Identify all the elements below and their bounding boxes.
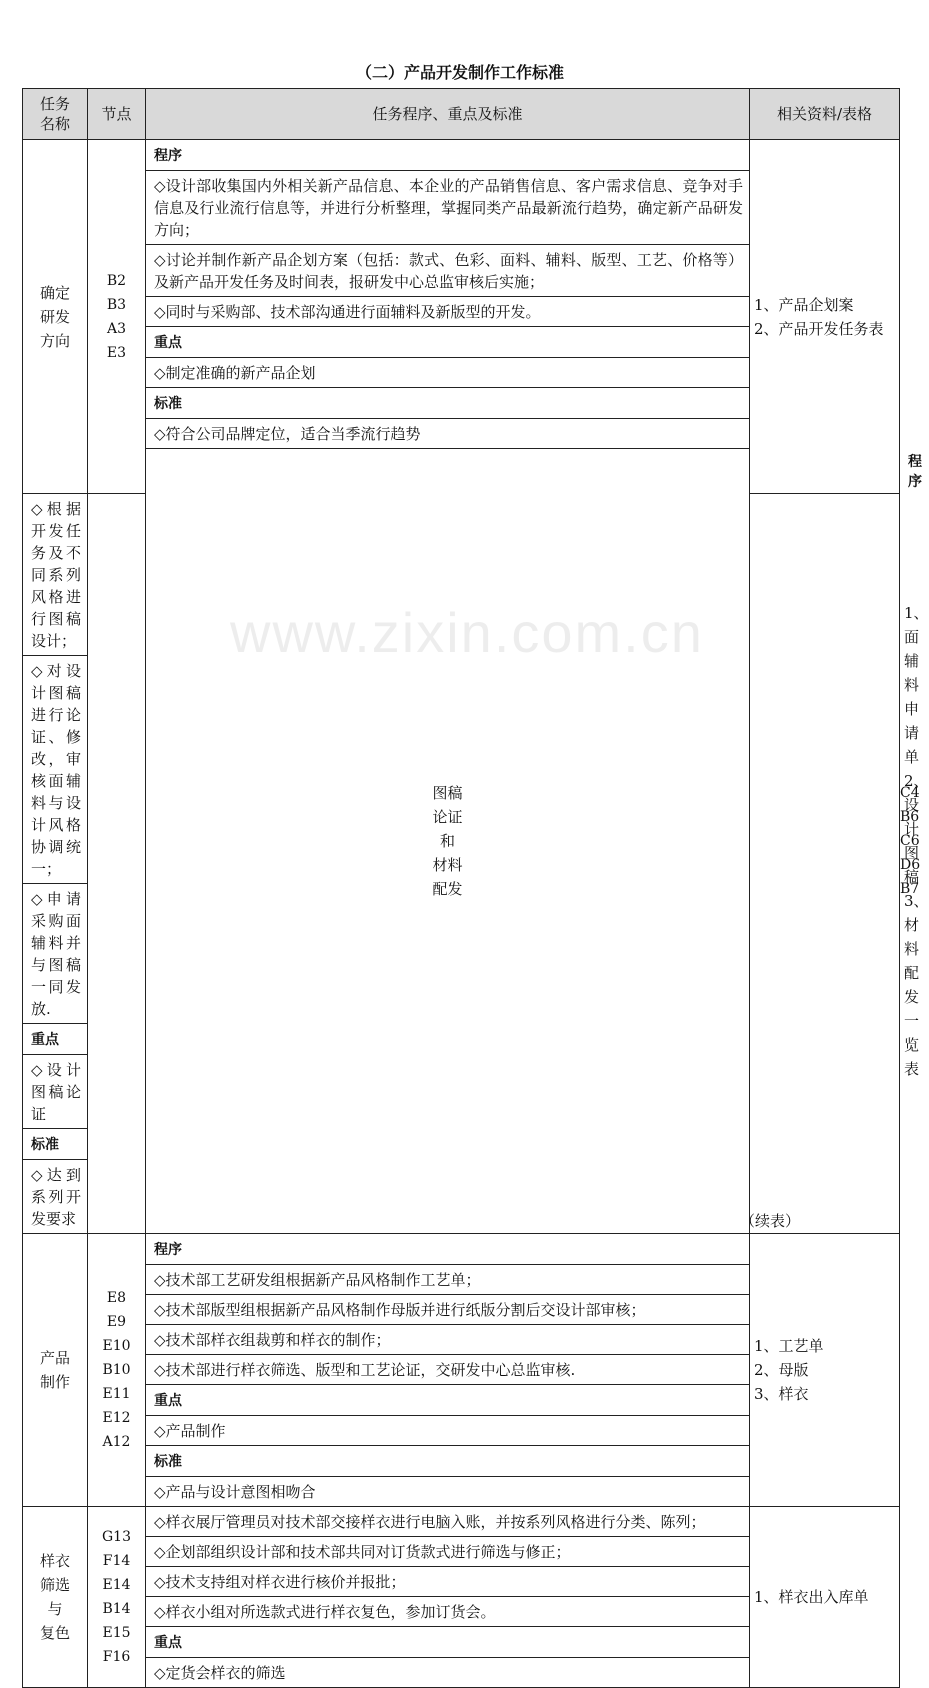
table-row	[23, 1507, 900, 1537]
header-task-name	[23, 89, 88, 140]
related-docs	[750, 1507, 900, 1688]
doc-item: 2、母版	[754, 1361, 809, 1379]
procedure-item: ◇技术部样衣组裁剪和样衣的制作；	[146, 1325, 750, 1355]
table-header-row	[23, 89, 900, 140]
procedure-label: 程序	[146, 1234, 750, 1265]
standard-item: ◇达到系列开发要求	[23, 1160, 88, 1234]
header-procedure: 任务程序、重点及标准	[146, 89, 750, 140]
node-codes	[88, 1507, 146, 1688]
doc-item: 1、样衣出入库单	[754, 1588, 869, 1606]
doc-item: 1、工艺单	[754, 1337, 824, 1355]
node-code: E14	[102, 1577, 131, 1593]
standard-label: 标准	[146, 1446, 750, 1477]
node-code: A3	[106, 320, 127, 337]
procedure-item: ◇对设计图稿进行论证、修改，审核面辅料与设计风格协调统一；	[23, 656, 88, 884]
key-item: ◇产品制作	[146, 1416, 750, 1446]
header-task-name-line1: 任务	[39, 95, 70, 113]
watermark: www.zixin.com.cn	[230, 601, 704, 664]
section-name	[23, 140, 88, 494]
procedure-item: ◇技术支持组对样衣进行核价并报批；	[146, 1567, 750, 1597]
key-label: 重点	[146, 1627, 750, 1658]
node-code: A12	[102, 1434, 131, 1450]
key-item: ◇制定准确的新产品企划	[146, 358, 750, 388]
section-name-line: 方向	[39, 331, 70, 350]
section-name-line: 与	[47, 1600, 63, 1618]
node-code: E12	[102, 1410, 131, 1426]
node-code: B2	[106, 272, 127, 289]
section-name-line: 研发	[39, 307, 70, 326]
page-title: （二）产品开发制作工作标准	[355, 63, 564, 82]
section-name-line: 材料	[432, 856, 463, 874]
continued-note: （续表）	[740, 1212, 801, 1230]
node-code: B3	[106, 296, 127, 313]
section-name-line: 和	[439, 832, 455, 850]
section-name-line: 制作	[39, 1373, 70, 1391]
standards-table	[22, 88, 929, 1688]
node-code: E10	[102, 1338, 131, 1354]
standard-item: ◇产品与设计意图相吻合	[146, 1477, 750, 1507]
header-docs: 相关资料/表格	[750, 89, 900, 140]
table-row	[23, 140, 900, 171]
node-code: E8	[106, 1290, 127, 1306]
node-code: E15	[102, 1625, 131, 1641]
standard-label: 标准	[146, 388, 750, 419]
key-item: ◇定货会样衣的筛选	[146, 1658, 750, 1688]
section-name-line: 筛选	[39, 1576, 70, 1594]
procedure-item: ◇同时与采购部、技术部沟通进行面辅料及新版型的开发。	[146, 297, 750, 327]
section-name-line: 论证	[432, 808, 463, 826]
procedure-item: ◇设计部收集国内外相关新产品信息、本企业的产品销售信息、客户需求信息、竞争对手信息及行业流行信息等，并进行分析整理，掌握同类产品最新流行趋势，确定新产品研发方向；	[146, 171, 750, 245]
procedure-item: ◇样衣展厅管理员对技术部交接样衣进行电脑入账，并按系列风格进行分类、陈列；	[146, 1507, 750, 1537]
node-code: E3	[106, 344, 127, 361]
section-name-line: 产品	[39, 1349, 70, 1367]
procedure-item: ◇技术部版型组根据新产品风格制作母版并进行纸版分割后交设计部审核；	[146, 1295, 750, 1325]
standard-item: ◇符合公司品牌定位，适合当季流行趋势	[146, 419, 750, 449]
node-codes	[88, 140, 146, 494]
procedure-item: ◇讨论并制作新产品企划方案（包括：款式、色彩、面料、辅料、版型、工艺、价格等）及新产品开发任务及时间表，报研发中心总监审核后实施；	[146, 245, 750, 297]
table-row: 图稿 论证 和 材料 配发 C4 B6 C6 D6 B7 程序 1、面辅料申请单 2、设计图稿 3、材料配发一览表	[23, 449, 900, 494]
section-name-line: 样衣	[39, 1552, 70, 1570]
standard-label: 标准	[23, 1129, 88, 1160]
procedure-item: ◇技术部工艺研发组根据新产品风格制作工艺单；	[146, 1265, 750, 1295]
header-node: 节点	[88, 89, 146, 140]
section-name	[23, 1234, 88, 1507]
key-label: 重点	[146, 1385, 750, 1416]
key-item: ◇设计图稿论证	[23, 1055, 88, 1129]
section-name-line: 配发	[432, 880, 463, 898]
node-code: F14	[102, 1553, 131, 1569]
section-name-line: 图稿	[432, 784, 463, 802]
key-label: 重点	[146, 327, 750, 358]
node-code: G13	[102, 1529, 131, 1545]
node-code: E9	[106, 1314, 127, 1330]
section-name	[146, 449, 750, 1234]
table-row	[23, 1234, 900, 1265]
procedure-item: ◇样衣小组对所选款式进行样衣复色，参加订货会。	[146, 1597, 750, 1627]
section-name-line: 确定	[39, 283, 70, 302]
key-label: 重点	[23, 1024, 88, 1055]
related-docs	[750, 140, 900, 494]
node-code: B14	[102, 1601, 131, 1617]
procedure-label: 程序	[146, 140, 750, 171]
procedure-item: ◇技术部进行样衣筛选、版型和工艺论证，交研发中心总监审核.	[146, 1355, 750, 1385]
node-code: E11	[102, 1386, 131, 1402]
section-name-line: 复色	[39, 1624, 70, 1642]
doc-item: 2、产品开发任务表	[754, 319, 884, 338]
node-codes	[88, 1234, 146, 1507]
doc-item: 3、样衣	[754, 1385, 809, 1403]
procedure-item: ◇申请采购面辅料并与图稿一同发放.	[23, 884, 88, 1024]
procedure-item: ◇根据开发任务及不同系列风格进行图稿设计；	[23, 494, 88, 656]
related-docs	[750, 1234, 900, 1507]
section-name	[23, 1507, 88, 1688]
header-task-name-line2: 名称	[39, 115, 70, 133]
procedure-item: ◇企划部组织设计部和技术部共同对订货款式进行筛选与修正；	[146, 1537, 750, 1567]
node-code: B10	[102, 1362, 131, 1378]
node-code: F16	[102, 1649, 131, 1665]
doc-item: 1、产品企划案	[754, 295, 854, 314]
